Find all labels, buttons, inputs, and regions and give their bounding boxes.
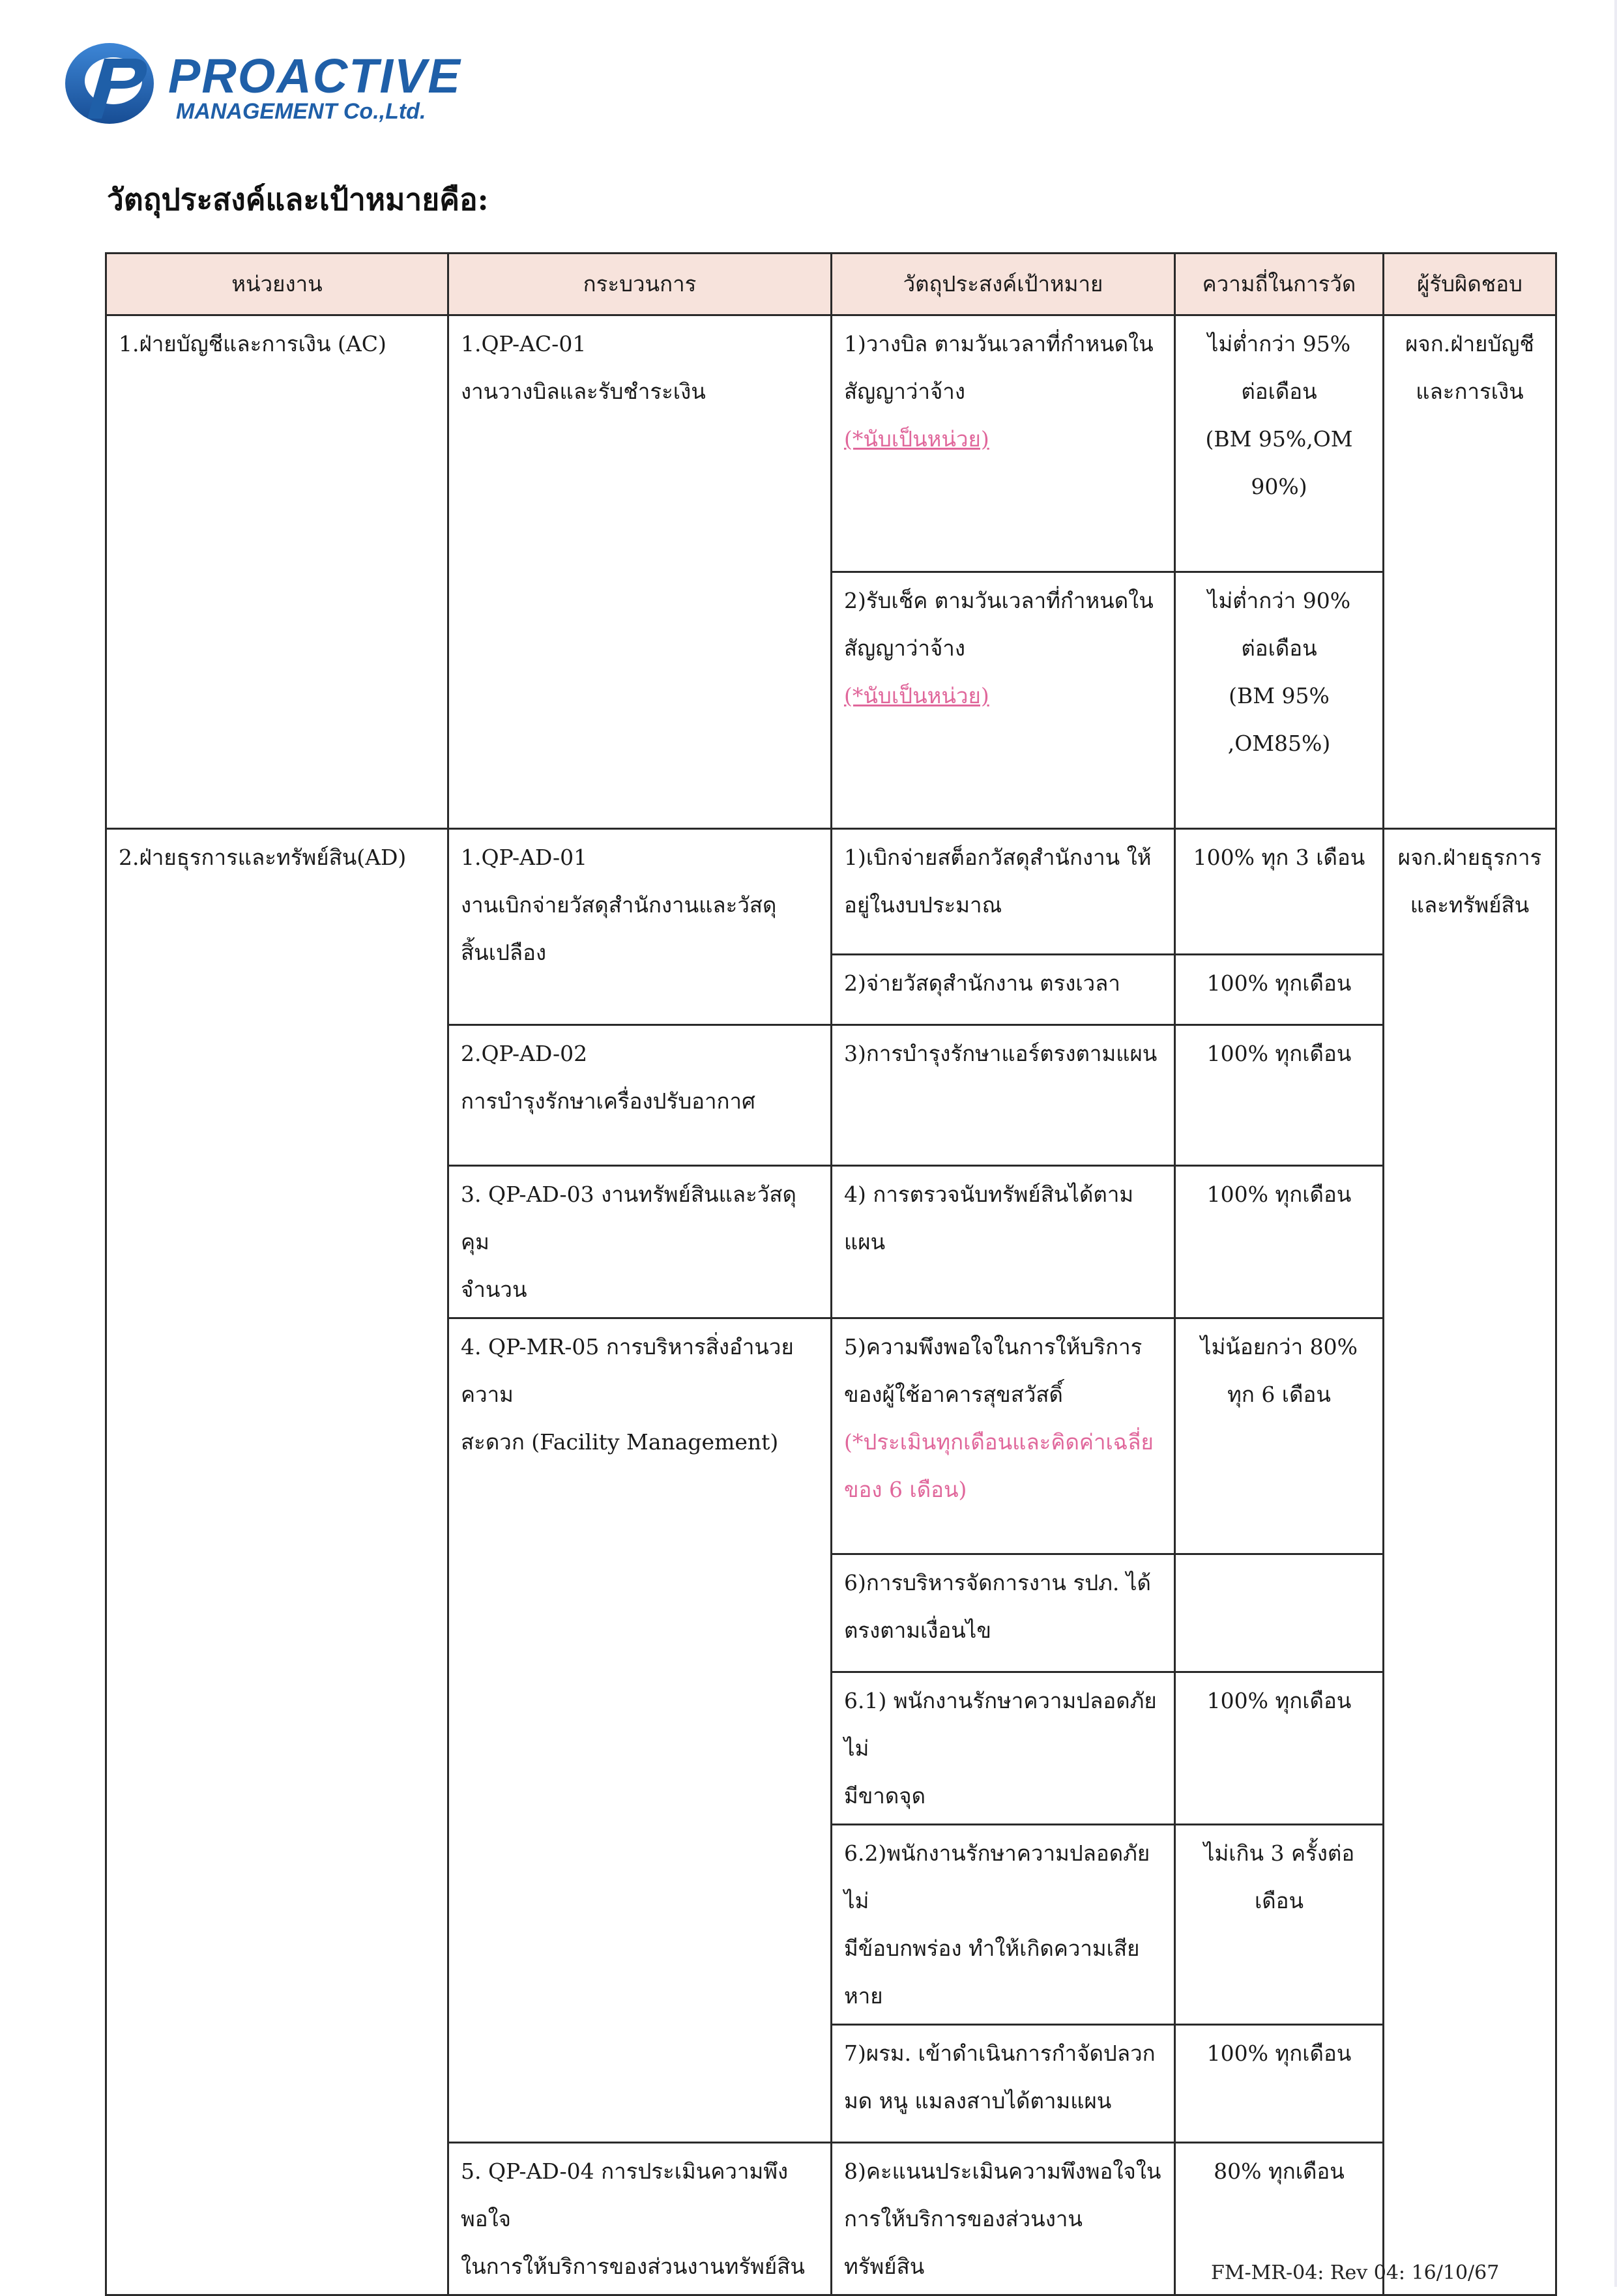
page-heading: วัตถุประสงค์และเป้าหมายคือ: [107,182,489,217]
frequency-cell [1175,1025,1384,1166]
unit-ac-label: 1.ฝ่ายบัญชีและการเงิน (AC) [119,331,386,356]
frequency-text: 100% ทุกเดือน [1206,970,1352,996]
objective-text: 6)การบริหารจัดการงาน รปภ. ได้ [844,1570,1151,1595]
process-cell [448,1318,832,2143]
frequency-cell [1175,1318,1384,1554]
frequency-text: ต่อเดือน [1241,635,1317,661]
responsible-text: ผจก.ฝ่ายธุรการ [1397,845,1542,870]
objective-cell [832,829,1175,955]
process-name: สะดวก (Facility Management) [461,1429,779,1455]
process-cell-ac [448,315,832,829]
frequency-text: เดือน [1254,1888,1304,1913]
process-name: 5. QP-AD-04 การประเมินความพึงพอใจ [461,2158,789,2231]
objective-cell [832,955,1175,1025]
objectives-table [105,252,1557,2296]
column-header-unit: หน่วยงาน [106,254,448,315]
objective-note: (*นับเป็นหน่วย) [844,683,989,708]
frequency-cell [1175,955,1384,1025]
responsible-cell-ac [1384,315,1556,829]
company-logo [59,33,461,130]
frequency-text: 80% ทุกเดือน [1214,2158,1345,2184]
objective-cell [832,1672,1175,1825]
objective-text: สัญญาว่าจ้าง [844,635,965,661]
frequency-text: 100% ทุกเดือน [1206,2041,1352,2066]
process-cell [448,2143,832,2295]
frequency-cell [1175,829,1384,955]
frequency-text: ต่อเดือน [1241,379,1317,404]
objective-text: มด หนู แมลงสาบได้ตามแผน [844,2088,1112,2114]
process-name: งานเบิกจ่ายวัสดุสำนักงานและวัสดุ [461,892,777,918]
objective-text: 6.2)พนักงานรักษาความปลอดภัยไม่ [844,1840,1150,1913]
frequency-text: (BM 95%,OM 90%) [1205,426,1353,499]
logo-company-name: PROACTIVE [168,49,461,103]
column-header-frequency: ความถี่ในการวัด [1175,254,1384,315]
objective-cell [832,1166,1175,1318]
objective-cell [832,1318,1175,1554]
frequency-text: ไม่เกิน 3 ครั้งต่อ [1203,1840,1355,1866]
objective-text: สัญญาว่าจ้าง [844,379,965,404]
process-cell [448,829,832,1025]
logo-emblem-icon [65,43,154,124]
objective-cell [832,1825,1175,2025]
process-name: ในการให้บริการของส่วนงานทรัพย์สิน [461,2254,805,2279]
frequency-text: 100% ทุกเดือน [1206,1041,1352,1066]
scan-edge-line [1614,0,1617,2287]
responsible-text: และการเงิน [1416,379,1524,404]
frequency-text: ทุก 6 เดือน [1227,1382,1331,1407]
objective-text: ของผู้ใช้อาคารสุขสวัสดิ์ [844,1382,1063,1407]
objective-cell [832,315,1175,572]
objective-cell [832,2143,1175,2295]
unit-ad-label: 2.ฝ่ายธุรการและทรัพย์สิน(AD) [119,845,407,870]
responsible-text: และทรัพย์สิน [1410,892,1530,918]
frequency-cell [1175,1672,1384,1825]
frequency-text: ไม่น้อยกว่า 80% [1201,1334,1358,1359]
objective-cell [832,572,1175,829]
logo-company-subtitle: MANAGEMENT Co.,Ltd. [176,99,426,124]
frequency-cell [1175,1166,1384,1318]
responsible-text: ผจก.ฝ่ายบัญชี [1405,331,1534,356]
objective-cell [832,1554,1175,1672]
process-code: 1.QP-AD-01 [461,845,588,870]
objective-text: 8)คะแนนประเมินความพึงพอใจใน [844,2158,1161,2184]
objective-note: (*นับเป็นหน่วย) [844,426,989,452]
responsible-cell-ad [1384,829,1556,2295]
process-name: สิ้นเปลือง [461,940,547,965]
table-row [106,315,1556,572]
frequency-cell [1175,1554,1384,1672]
objective-text: 3)การบำรุงรักษาแอร์ตรงตามแผน [844,1041,1158,1066]
table-row [106,829,1556,955]
process-name: 4. QP-MR-05 การบริหารสิ่งอำนวยความ [461,1334,794,1407]
unit-cell-ac [106,315,448,829]
process-name: งานวางบิลและรับชำระเงิน [461,379,706,404]
process-cell [448,1025,832,1166]
frequency-cell [1175,2025,1384,2143]
unit-cell-ad [106,829,448,2295]
objective-text: มีข้อบกพร่อง ทำให้เกิดความเสียหาย [844,1936,1140,2009]
objective-note: ของ 6 เดือน) [844,1477,967,1502]
frequency-text: ไม่ต่ำกว่า 90% [1207,588,1351,613]
column-header-objective: วัตถุประสงค์เป้าหมาย [832,254,1175,315]
table-header-row [106,254,1556,315]
objective-text: 7)ผรม. เข้าดำเนินการกำจัดปลวก [844,2041,1156,2066]
process-name: จำนวน [461,1277,527,1302]
objective-text: อยู่ในงบประมาณ [844,892,1002,918]
objective-text: 2)จ่ายวัสดุสำนักงาน ตรงเวลา [844,970,1120,996]
frequency-text: 100% ทุกเดือน [1206,1688,1352,1713]
objective-cell [832,2025,1175,2143]
objective-text: การให้บริการของส่วนงานทรัพย์สิน [844,2206,1083,2279]
process-code: 2.QP-AD-02 [461,1041,588,1066]
objective-text: 4) การตรวจนับทรัพย์สินได้ตามแผน [844,1182,1134,1255]
frequency-text: 100% ทุกเดือน [1206,1182,1352,1207]
frequency-text: 100% ทุก 3 เดือน [1193,845,1365,870]
frequency-text: ไม่ต่ำกว่า 95% [1207,331,1351,356]
objective-text: มีขาดจุด [844,1783,926,1809]
frequency-cell [1175,315,1384,572]
process-name: การบำรุงรักษาเครื่องปรับอากาศ [461,1088,755,1114]
frequency-cell [1175,1825,1384,2025]
objective-text: ตรงตามเงื่อนไข [844,1618,991,1643]
objective-text: 6.1) พนักงานรักษาความปลอดภัยไม่ [844,1688,1157,1761]
objective-text: 1)วางบิล ตามวันเวลาที่กำหนดใน [844,331,1154,356]
process-name: 3. QP-AD-03 งานทรัพย์สินและวัสดุคุม [461,1182,796,1255]
objective-note: (*ประเมินทุกเดือนและคิดค่าเฉลี่ย [844,1429,1154,1455]
process-cell [448,1166,832,1318]
column-header-responsible: ผู้รับผิดชอบ [1384,254,1556,315]
process-code: 1.QP-AC-01 [461,331,587,356]
frequency-text: (BM 95% ,OM85%) [1227,683,1331,756]
frequency-cell [1175,572,1384,829]
objective-cell [832,1025,1175,1166]
document-reference: FM-MR-04: Rev 04: 16/10/67 [1211,2261,1500,2284]
column-header-process: กระบวนการ [448,254,832,315]
objective-text: 1)เบิกจ่ายสต็อกวัสดุสำนักงาน ให้ [844,845,1152,870]
objective-text: 2)รับเช็ค ตามวันเวลาที่กำหนดใน [844,588,1154,613]
objective-text: 5)ความพึงพอใจในการให้บริการ [844,1334,1143,1359]
